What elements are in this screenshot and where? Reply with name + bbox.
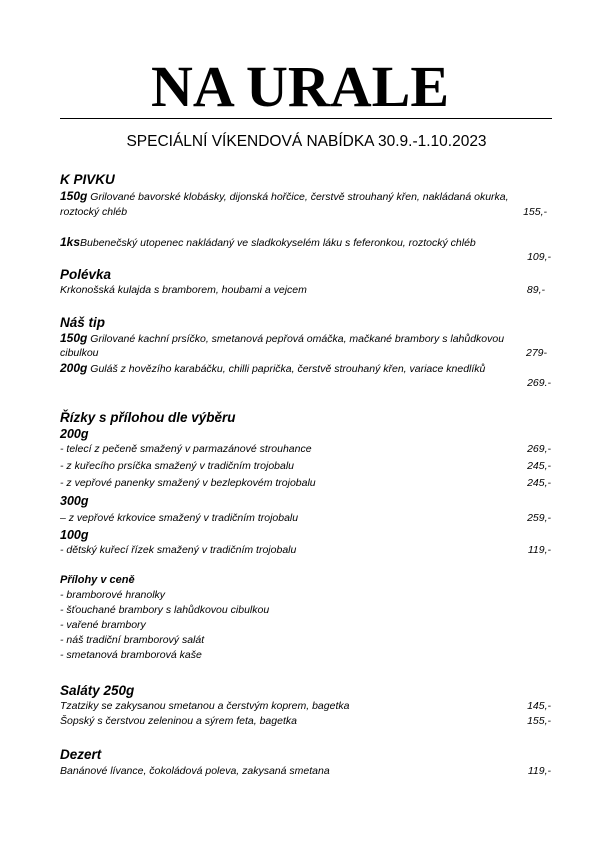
item-price: 145,- [527, 700, 551, 712]
side-dish-item: - šťouchané brambory s lahůdkovou cibulkou [60, 604, 270, 616]
item-weight: 150g [60, 189, 88, 203]
menu-item-veprovy-panenka-rizek: - z vepřové panenky smažený v bezlepkovém trojobalu [60, 477, 316, 489]
item-description: Bubenečský utopenec nakládaný ve sladkokyselém láku s feferonkou, roztocký chléb [80, 237, 476, 249]
item-price: 89,- [526, 284, 545, 296]
item-description-continued: cibulkou [60, 347, 99, 359]
item-price: 279- [525, 347, 547, 359]
title-divider [60, 118, 552, 119]
item-price: 269,- [527, 443, 551, 455]
menu-item-klobasky [60, 189, 509, 204]
menu-item-kulajda: Krkonošská kulajda s bramborem, houbami a vejcem [60, 284, 307, 296]
item-description: Grilované bavorské klobásky, dijonská hořčice, čerstvě strouhaný křen, nakládaná okurka, [90, 191, 509, 203]
item-price: 245,- [527, 460, 551, 472]
item-price: 259,- [527, 512, 551, 524]
side-dish-item: - vařené brambory [60, 619, 146, 631]
menu-item-utopenec [60, 235, 476, 250]
menu-item-detsky-rizek: - dětský kuřecí řízek smažený v tradičním trojobalu [60, 544, 297, 556]
menu-subtitle: SPECIÁLNÍ VÍKENDOVÁ NABÍDKA 30.9.-1.10.2023 [126, 133, 487, 150]
weight-heading-200g: 200g [60, 427, 89, 441]
item-price: 119,- [527, 544, 551, 556]
side-dish-item: - náš tradiční bramborový salát [60, 634, 205, 646]
item-description: Guláš z hovězího karabáčku, chilli paprička, čerstvě strouhaný křen, variace knedlíků [90, 363, 486, 375]
side-dish-item: - bramborové hranolky [60, 589, 166, 601]
section-heading-salaty: Saláty 250g [60, 683, 135, 698]
section-heading-rizky: Řízky s přílohou dle výběru [60, 410, 236, 425]
weight-heading-300g: 300g [60, 494, 89, 508]
menu-item-sopsky: Šopský s čerstvou zeleninou a sýrem feta, bagetka [60, 715, 297, 727]
item-weight: 150g [60, 331, 88, 345]
item-price: 155,- [523, 206, 547, 218]
menu-item-teleci-rizek: - telecí z pečeně smažený v parmazánové strouhance [60, 443, 312, 455]
item-price: 109,- [527, 251, 551, 263]
restaurant-title: NA URALE [150, 54, 450, 119]
item-price: 269.- [527, 377, 551, 389]
item-description-continued: roztocký chléb [60, 206, 128, 218]
item-price: 245,- [527, 477, 551, 489]
item-weight: 1ks [60, 235, 81, 249]
menu-item-kachni-prsicko [60, 331, 504, 346]
menu-item-livance: Banánové lívance, čokoládová poleva, zakysaná smetana [60, 765, 330, 777]
section-heading-dezert: Dezert [60, 747, 102, 762]
section-heading-k-pivku: K PIVKU [60, 172, 115, 187]
weight-heading-100g: 100g [60, 528, 89, 542]
item-description: Grilované kachní prsíčko, smetanová pepřová omáčka, mačkané brambory s lahůdkovou [90, 333, 505, 345]
menu-item-gulas [60, 361, 485, 376]
section-heading-nas-tip: Náš tip [60, 315, 106, 330]
menu-item-krkovice-rizek: – z vepřové krkovice smažený v tradičním trojobalu [60, 512, 299, 524]
menu-item-tzatziky: Tzatziky se zakysanou smetanou a čerstvým koprem, bagetka [60, 700, 350, 712]
item-price: 155,- [527, 715, 551, 727]
section-heading-prilohy: Přílohy v ceně [60, 574, 135, 586]
section-heading-polevka: Polévka [60, 267, 112, 282]
item-price: 119,- [527, 765, 551, 777]
side-dish-item: - smetanová bramborová kaše [60, 649, 202, 661]
menu-item-kureci-rizek: - z kuřecího prsíčka smažený v tradičním trojobalu [60, 460, 295, 472]
item-weight: 200g [60, 361, 88, 375]
